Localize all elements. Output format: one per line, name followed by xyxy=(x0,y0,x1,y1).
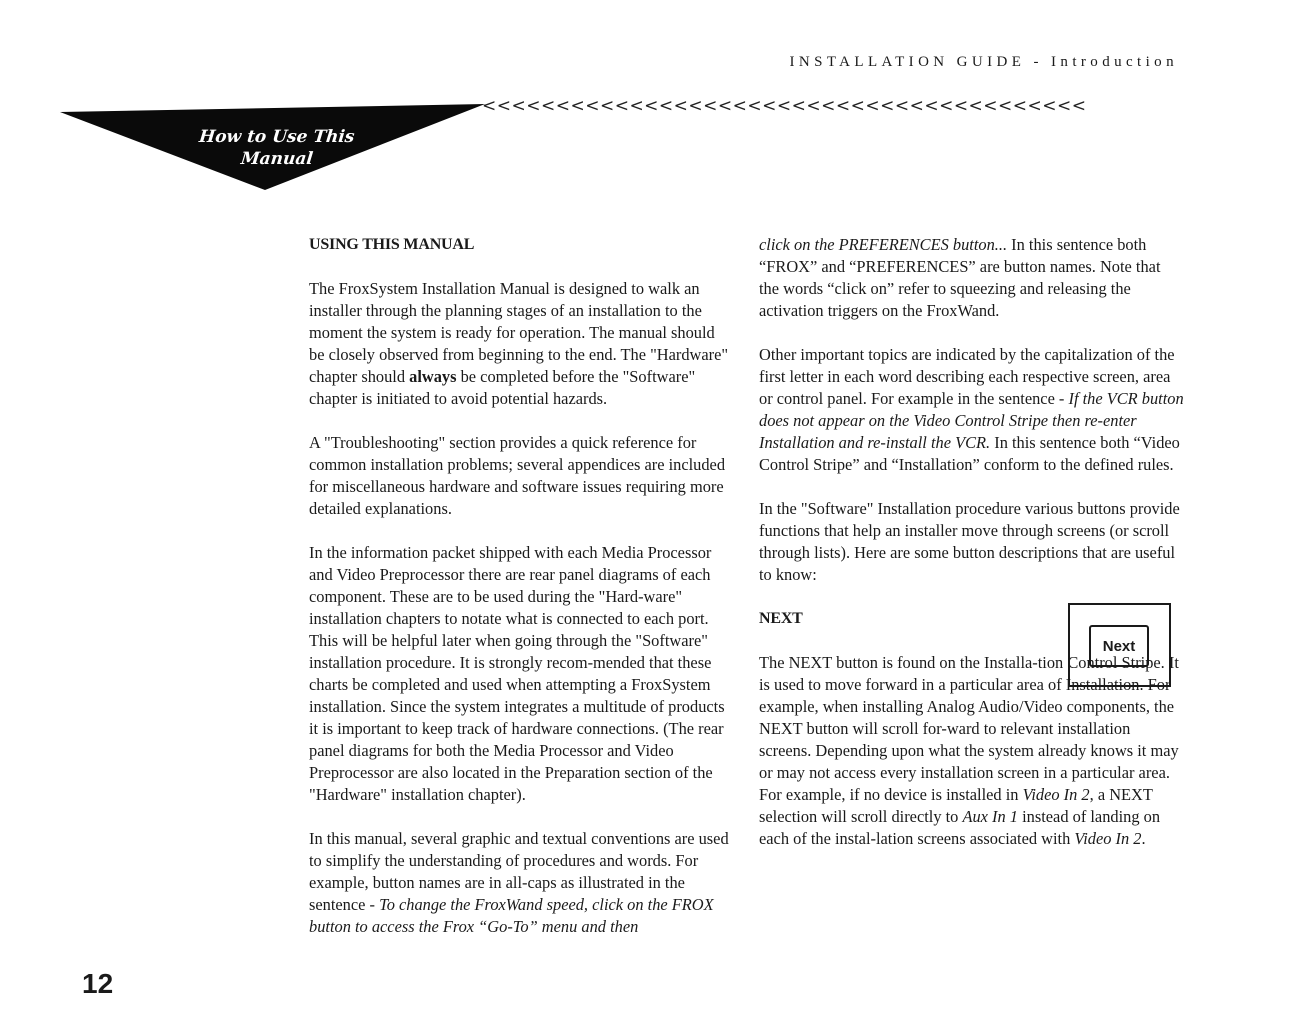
paragraph-capitalization xyxy=(759,344,1184,476)
text: Other important topics are indicated by the capitalization of the first letter in each word describing each respective screen, area or control panel. For example in the sentence - xyxy=(759,345,1175,408)
italic-term: Aux In 1 xyxy=(962,807,1018,826)
paragraph-software-buttons: In the "Software" Installation procedure various buttons provide functions that help an installer move through screens (or scroll through lists). Here are some button descriptions that are useful to know: xyxy=(759,499,1180,584)
text: . xyxy=(1141,829,1146,848)
paragraph-troubleshooting: A "Troubleshooting" section provides a quick reference for common installation problems; several appendices are included for miscellaneous hardware and software issues requiring more detailed explanations. xyxy=(309,433,726,518)
paragraph-conventions xyxy=(309,828,734,938)
text: In this sentence both “Video Control Stripe” and “Installation” conform to the defined rules. xyxy=(759,433,1180,474)
next-button-illustration xyxy=(1068,603,1171,687)
next-button: Next xyxy=(1089,625,1149,667)
italic-example: If the VCR button does not appear on the Video Control Stripe then re-enter Installation and re-install the VCR. xyxy=(759,389,1184,452)
text: The NEXT button is found on the Installa-tion Control Stripe. It is used to move forward in a particular area of Installation. For example, when installing Analog Audio/Video components, the NEXT button will scroll for-ward to relevant installation screens. Depending upon what the system already knows it may or may not access every installation screen in a particular area. For example, if no device is installed in xyxy=(759,653,1179,804)
text: In this manual, several graphic and textual conventions are used to simplify the understanding of procedures and words. For example, button names are in all-caps as illustrated in the sentence - xyxy=(309,829,729,914)
text: The FroxSystem Installation Manual is designed to walk an installer through the planning stages of an installation to the moment the system is ready for operation. The manual should be closely observed from beginning to the end. The "Hardware" chapter should xyxy=(309,279,729,386)
banner-title-line1: How to Use This xyxy=(198,127,356,147)
chevron-rule: <<<<<<<<<<<<<<<<<<<<<<<<<<<<<<<<<<<<<<<<< xyxy=(482,96,1087,116)
running-header: INSTALLATION GUIDE - Introduction xyxy=(789,54,1178,70)
banner-title-line2: Manual xyxy=(239,149,314,169)
text: be completed before the "Software" chapter is initiated to avoid potential hazards. xyxy=(309,367,696,408)
bold-text: always xyxy=(409,367,457,386)
section-heading: USING THIS MANUAL xyxy=(309,236,475,253)
text: instead of landing on each of the instal-lation screens associated with xyxy=(759,807,1161,848)
italic-term: Video In 2 xyxy=(1022,785,1090,804)
left-column xyxy=(309,234,734,960)
italic-term: Video In 2 xyxy=(1074,829,1142,848)
next-heading: NEXT xyxy=(759,610,803,627)
paragraph-rear-panel: In the information packet shipped with each Media Processor and Video Preprocessor there are rear panel diagrams of each component. These are to be used during the "Hard-ware" installation chapters to notate what is connected to each port. This will be helpful later when going through the "Software" installation procedure. It is strongly recom-mended that these charts be completed and used when attempting a FroxSystem installation. Since the system integrates a multitude of products it is important to keep track of hardware connections. (The rear panel diagrams for both the Media Processor and Video Preprocessor are also located in the Preparation section of the "Hardware" installation chapter). xyxy=(309,543,725,804)
page-number: 12 xyxy=(82,968,114,999)
italic-example: click on the PREFERENCES button... xyxy=(759,235,1008,254)
text: In this sentence both “FROX” and “PREFERENCES” are button names. Note that the words “click on” refer to squeezing and releasing the activation triggers on the FroxWand. xyxy=(759,235,1161,320)
section-banner-title xyxy=(196,126,371,170)
paragraph-button-names xyxy=(759,234,1184,322)
text: , a NEXT selection will scroll directly to xyxy=(759,785,1153,826)
right-column xyxy=(759,234,1184,872)
italic-example: To change the FroxWand speed, click on the FROX button to access the Frox “Go-To” menu and then xyxy=(309,895,714,936)
paragraph-intro xyxy=(309,278,734,410)
